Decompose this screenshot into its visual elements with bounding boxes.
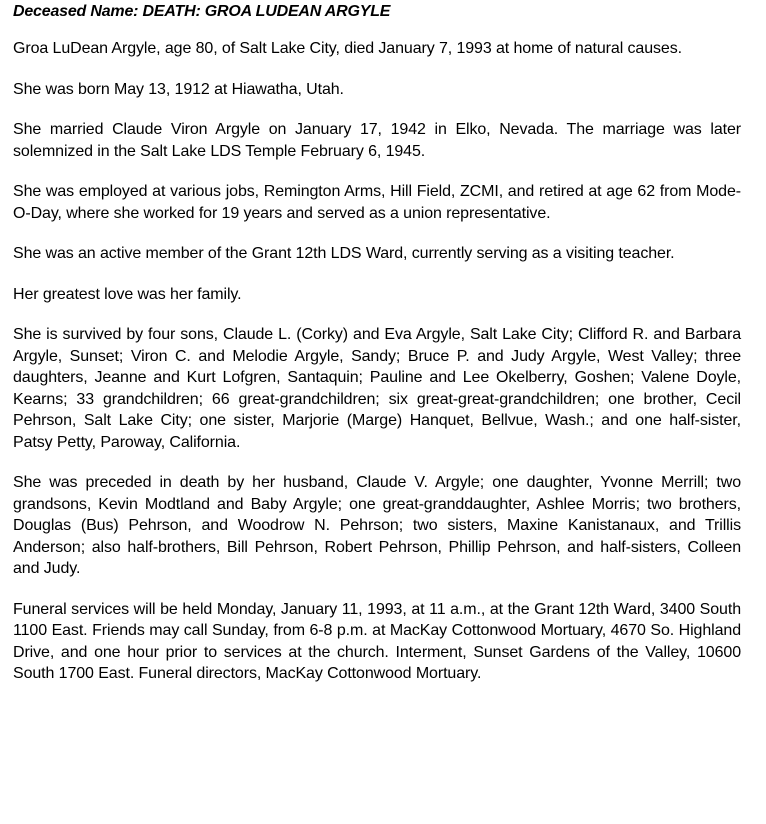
- paragraph-employment: She was employed at various jobs, Remington Arms, Hill Field, ZCMI, and retired at age 62 from Mode-O-Day, where she worked for 19 years and served as a union representative.: [13, 183, 741, 222]
- deceased-name-heading: Deceased Name: DEATH: GROA LUDEAN ARGYLE: [13, 3, 391, 20]
- paragraph-birth: She was born May 13, 1912 at Hiawatha, Utah.: [13, 80, 344, 98]
- paragraph-death-notice: Groa LuDean Argyle, age 80, of Salt Lake City, died January 7, 1993 at home of natural causes.: [13, 40, 682, 57]
- paragraph-church-membership: She was an active member of the Grant 12th LDS Ward, currently serving as a visiting teacher.: [13, 245, 675, 262]
- paragraph-preceded-in-death: She was preceded in death by her husband, Claude V. Argyle; one daughter, Yvonne Merrill; two grandsons, Kevin Modtland and Baby Argyle; one great-granddaughter, Ashlee Morris; two brothers, Douglas (Bus) Pehrson, and Woodrow N. Pehrson; two sisters, Maxine Kanistanaux, and Trillis Anderson; also half-brothers, Bill Pehrson, Robert Pehrson, Phillip Pehrson, and half-sisters, Colleen and Judy.: [13, 474, 741, 577]
- paragraph-marriage: She married Claude Viron Argyle on January 17, 1942 in Elko, Nevada. The marriage was later solemnized in the Salt Lake LDS Temple February 6, 1945.: [13, 121, 741, 160]
- paragraph-survivors: She is survived by four sons, Claude L. (Corky) and Eva Argyle, Salt Lake City; Clifford R. and Barbara Argyle, Sunset; Viron C. and Melodie Argyle, Sandy; Bruce P. and Judy Argyle, West Valley; three daughters, Jeanne and Kurt Lofgren, Santaquin; Pauline and Lee Okelberry, Goshen; Valene Doyle, Kearns; 33 grandchildren; 66 great-grandchildren; six great-great-grandchildren; one brother, Cecil Pehrson, Salt Lake City; one sister, Marjorie (Marge) Hanquet, Bellvue, Wash.; and one half-sister, Patsy Petty, Paroway, California.: [13, 326, 741, 451]
- paragraph-family-love: Her greatest love was her family.: [13, 285, 242, 303]
- paragraph-funeral-services: Funeral services will be held Monday, January 11, 1993, at 11 a.m., at the Grant 12th Ward, 3400 South 1100 East. Friends may call Sunday, from 6-8 p.m. at MacKay Cottonwood Mortuary, 4670 So. Highland Drive, and one hour prior to services at the church. Interment, Sunset Gardens of the Valley, 10600 South 1700 East. Funeral directors, MacKay Cottonwood Mortuary.: [13, 600, 741, 682]
